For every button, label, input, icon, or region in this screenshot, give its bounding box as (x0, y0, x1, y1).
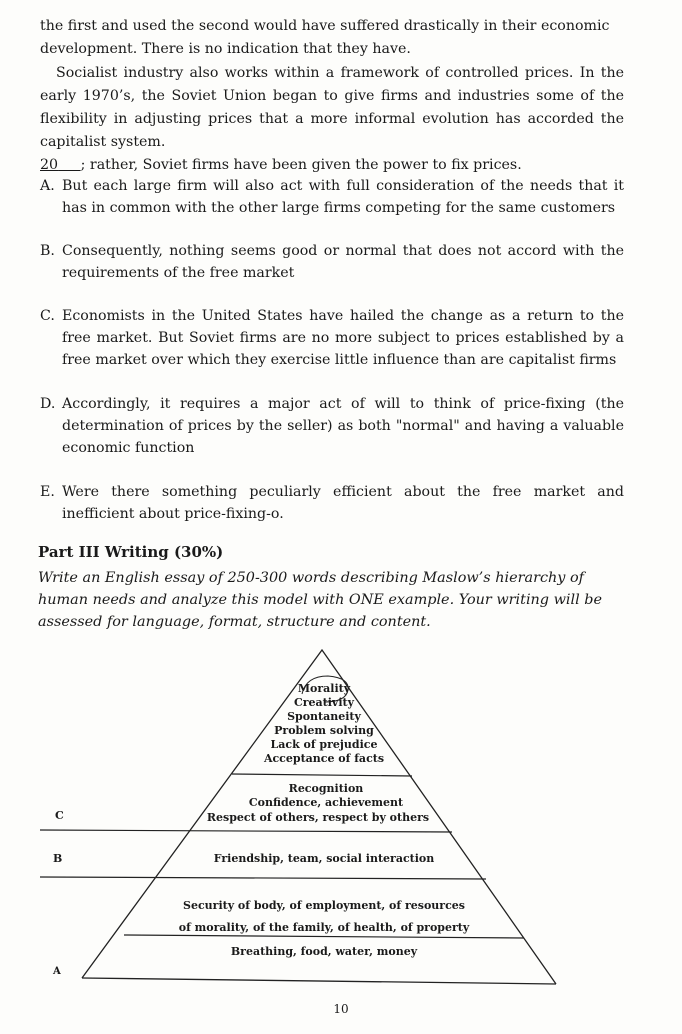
top-tier-text-6: Acceptance of facts (263, 752, 385, 765)
divider-top-esteem (232, 774, 412, 776)
top-tier-text-1: Morality (297, 682, 351, 695)
writing-prompt: Write an English essay of 250-300 words describing Maslow’s hierarchy of human needs and analyze this model with ONE example. Your writing will be assessed for language, format, structure and content. (38, 570, 603, 630)
writing-heading: Part III Writing (30%) (38, 543, 224, 561)
option-text: Accordingly, it requires a major act of will to think of price-fixing (the determination of prices by the seller) as both "normal" and having a valuable economic function (62, 396, 624, 456)
top-tier-text-3: Spontaneity (287, 710, 361, 723)
divider-esteem-love (40, 830, 452, 832)
passage-line-1: the first and used the second would have suffered drastically in their economic (40, 18, 610, 34)
safety-tier-text-2: of morality, of the family, of health, of property (178, 921, 470, 934)
blank-20: 20 (40, 157, 59, 173)
esteem-tier-text-2: Confidence, achievement (248, 796, 404, 809)
option-letter: B. (40, 243, 55, 259)
safety-tier-text-1: Security of body, of employment, of resources (183, 899, 465, 912)
divider-love-safety (40, 877, 486, 879)
pyramid-base-line (82, 978, 556, 984)
esteem-tier-text-1: Recognition (288, 782, 364, 795)
physio-tier-text: Breathing, food, water, money (230, 945, 418, 958)
passage-p2-text: Socialist industry also works within a framework of controlled prices. In the early 1970’s, the Soviet Union began to give firms and industries some of the flexibility in adjusting prices that a more informal evolution has accorded the capitalist system. (40, 65, 624, 150)
side-label-c: C (55, 809, 64, 822)
top-tier-text-2: Creativity (294, 696, 354, 709)
side-label-b: B (53, 852, 63, 865)
esteem-tier-text-3: Respect of others, respect by others (206, 811, 430, 824)
option-letter: A. (40, 178, 55, 194)
side-label-a: A (53, 966, 61, 977)
top-tier-text-5: Lack of prejudice (270, 738, 378, 751)
love-tier-text: Friendship, team, social interaction (213, 852, 435, 865)
option-letter: E. (40, 484, 55, 500)
option-text: Consequently, nothing seems good or normal that does not accord with the requirements of the free market (62, 243, 624, 281)
divider-safety-physio (124, 935, 524, 938)
page-number: 10 (333, 1002, 349, 1016)
top-tier-text-4: Problem solving (274, 724, 374, 737)
option-letter: C. (40, 308, 55, 324)
option-letter: D. (40, 396, 56, 412)
passage-p2-after: ; rather, Soviet firms have been given the power to fix prices. (80, 157, 522, 173)
option-text: Were there something peculiarly efficient about the free market and inefficient about price-fixing-o. (62, 484, 624, 522)
option-text: Economists in the United States have hailed the change as a return to the free market. But Soviet firms are no more subject to prices established by a free market over which they exercise little influence than are capitalist firms (62, 308, 624, 368)
option-text: But each large firm will also act with full consideration of the needs that it has in common with the other large firms competing for the same customers (62, 178, 624, 216)
passage-line-2: development. There is no indication that they have. (40, 41, 411, 57)
